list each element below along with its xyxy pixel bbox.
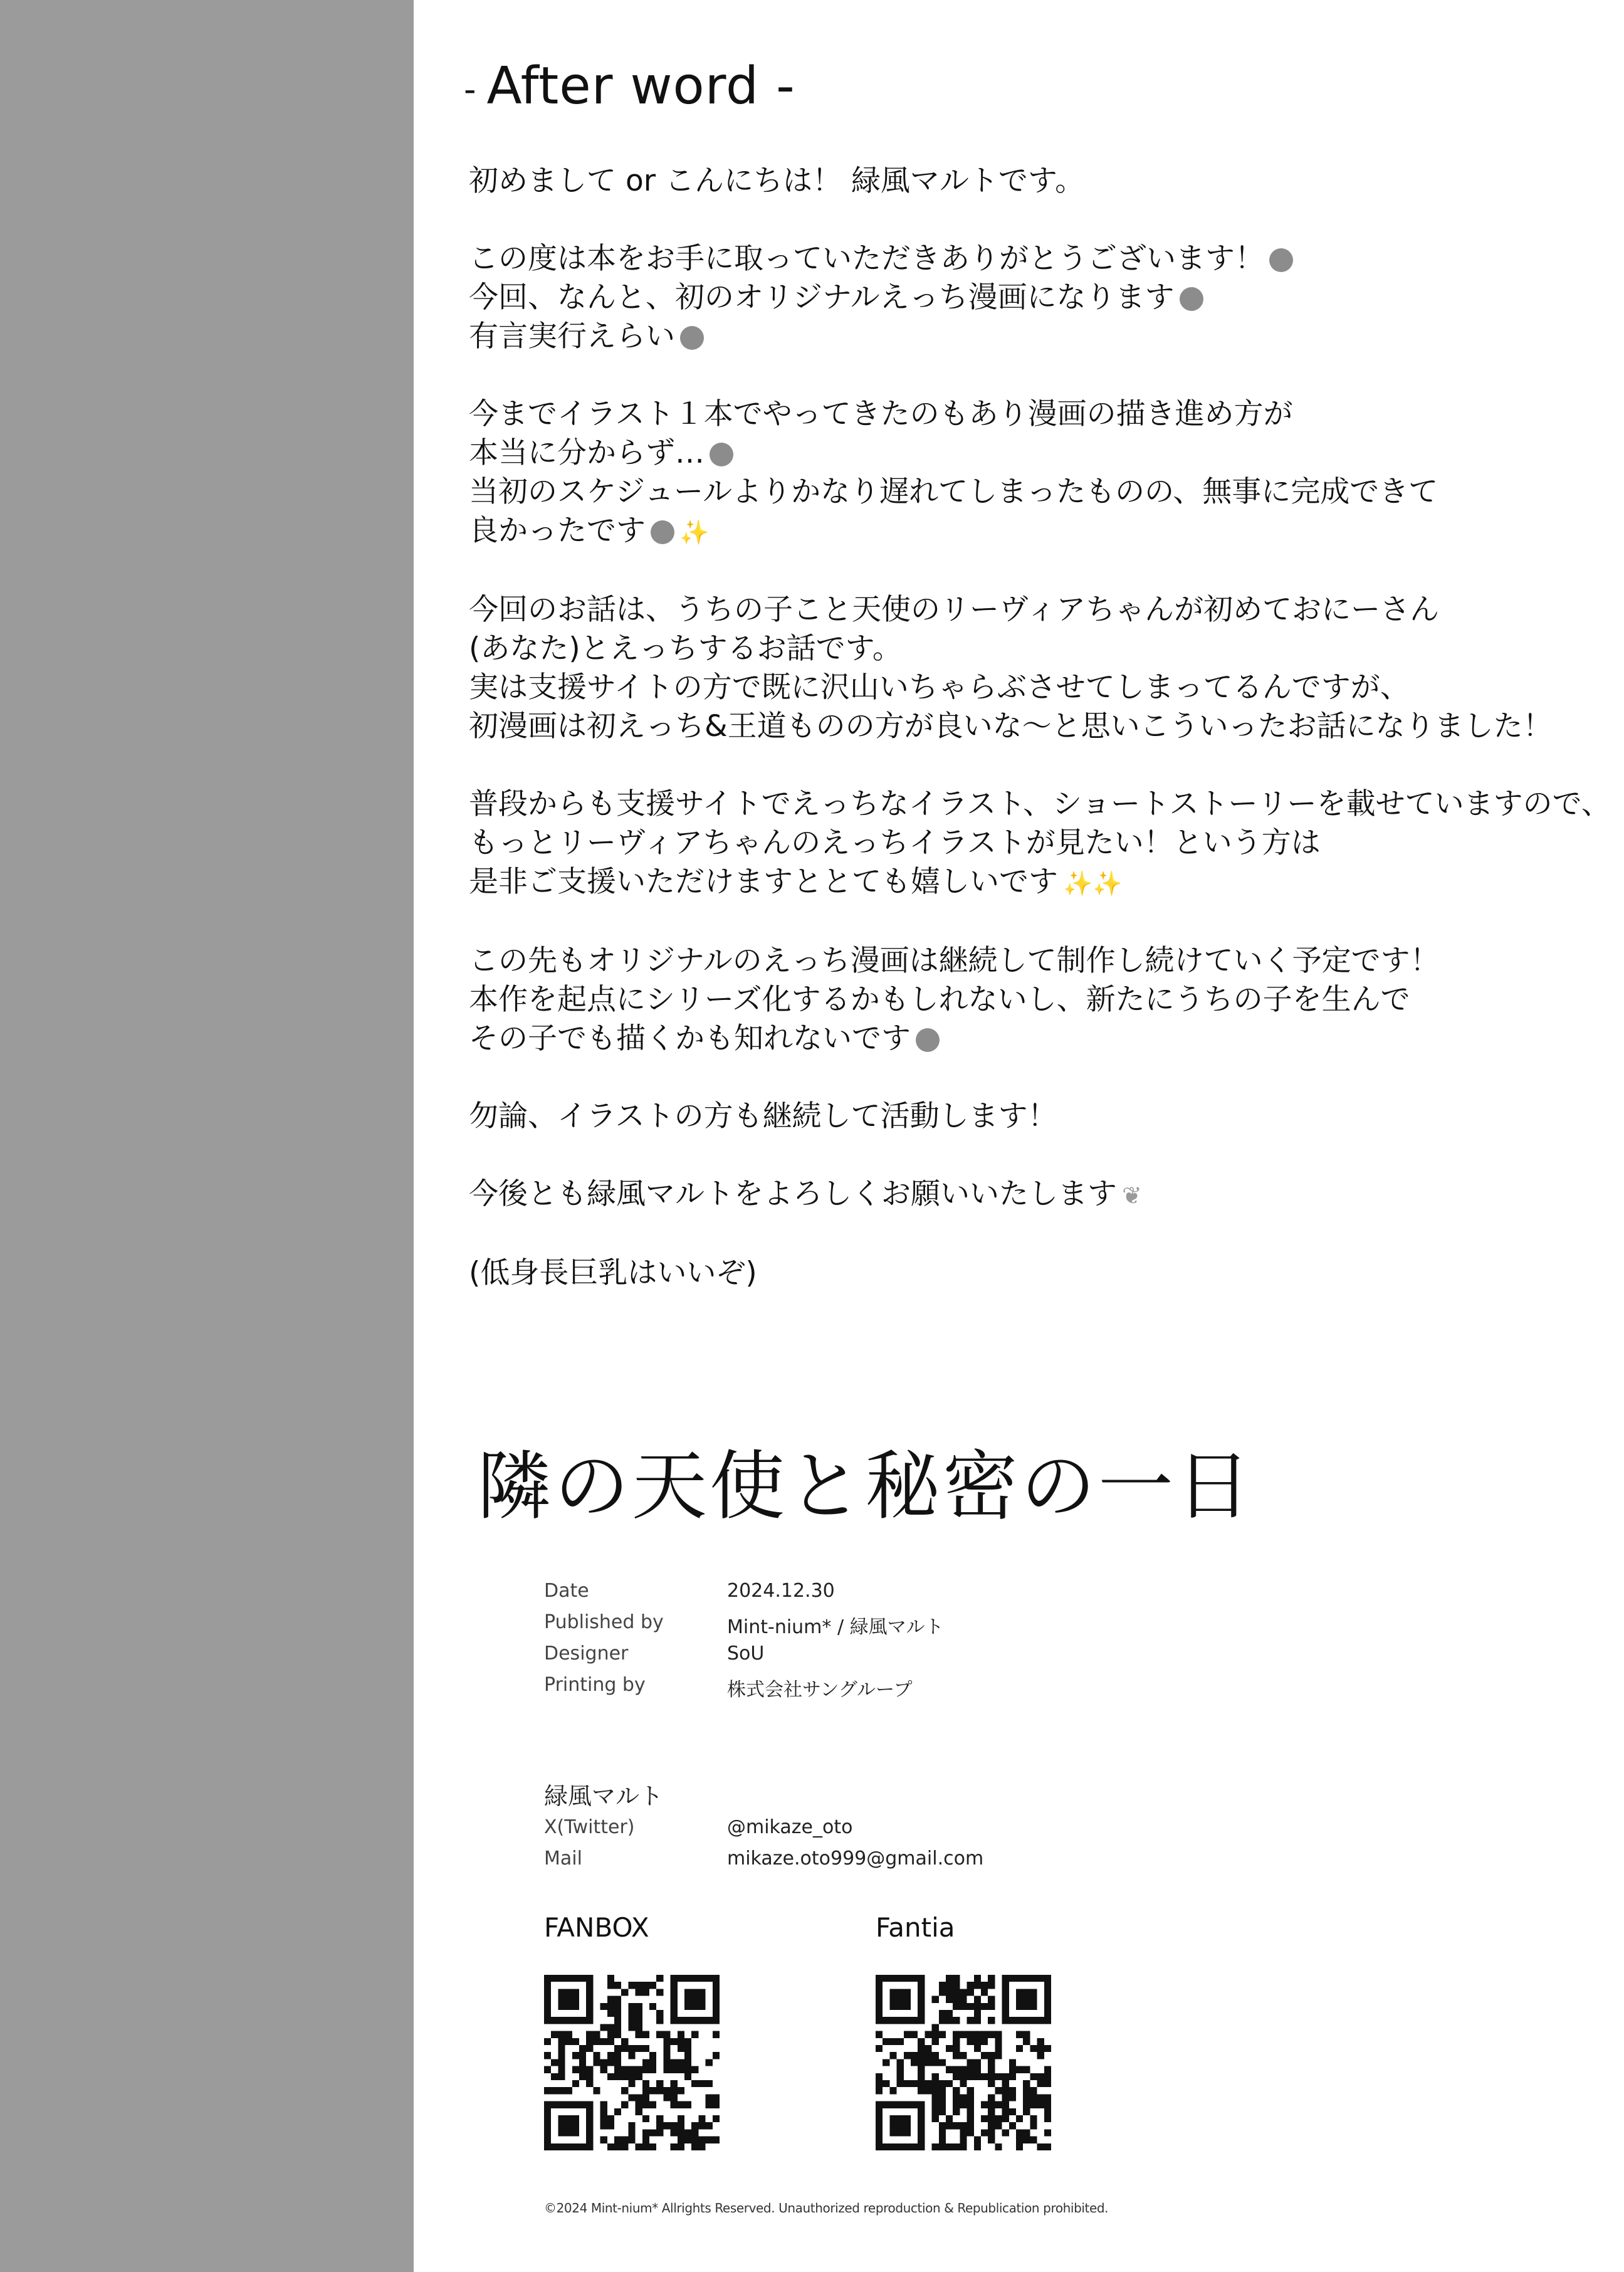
printing-label: Printing by (544, 1674, 646, 1696)
text-line: 今回のお話は、うちの子こと天使のリーヴィアちゃんが初めておにーさん (469, 592, 1440, 627)
mail-label: Mail (544, 1848, 582, 1870)
paragraph (469, 162, 1597, 201)
mail-address[interactable]: mikaze.oto999@gmail.com (727, 1848, 984, 1870)
text-line (469, 239, 1597, 278)
text-line: (低身長巨乳はいいぞ) (469, 1256, 757, 1290)
text-line-content: その子でも描くかも知れないです (469, 1021, 911, 1056)
text-line (469, 434, 1597, 473)
side-bar (0, 0, 414, 2272)
text-line: 初めまして or こんにちは！ 緑風マルトです。 (469, 164, 1085, 198)
sparkles-icon: ✨✨ (1063, 870, 1123, 897)
date-value: 2024.12.30 (727, 1580, 835, 1602)
copyright-notice: ©2024 Mint-nium* Allrights Reserved. Unauthorized reproduction & Republication prohibited. (544, 2201, 1109, 2216)
text-line-content: 是非ご支援いただけますととても嬉しいです (469, 865, 1058, 899)
designer-label: Designer (544, 1643, 629, 1665)
text-line (469, 278, 1597, 317)
artist-name: 緑風マルト (544, 1782, 664, 1810)
paragraph (469, 1175, 1597, 1215)
text-line: 普段からも支援サイトでえっちなイラスト、ショートストーリーを載せていますので、 (469, 787, 1611, 821)
pleading-face-icon (651, 520, 674, 544)
paragraph (469, 239, 1597, 356)
date-label: Date (544, 1580, 589, 1602)
text-line: 今までイラスト１本でやってきたのもあり漫画の描き進め方が (469, 397, 1293, 431)
heading-dash: - (464, 70, 477, 110)
afterword-page (414, 0, 1624, 2272)
paragraph (469, 1097, 1597, 1136)
paragraph (469, 591, 1597, 746)
heading-text: After word - (486, 56, 795, 116)
fanbox-label: FANBOX (544, 1912, 649, 1943)
fanbox-qr-code[interactable] (544, 1975, 720, 2150)
published-label: Published by (544, 1611, 664, 1633)
text-line-content: 本当に分からず… (469, 436, 705, 470)
text-line: 勿論、イラストの方も継続して活動します！ (469, 1099, 1057, 1133)
text-line-content: 有言実行えらい (469, 319, 675, 354)
angel-face-icon (916, 1028, 940, 1052)
text-line-content: 今回、なんと、初のオリジナルえっち漫画になります (469, 280, 1175, 315)
text-line: 実は支援サイトの方で既に沢山いちゃらぶさせてしまってるんですが、 (469, 670, 1410, 705)
text-line: 初漫画は初えっち&王道ものの方が良いな～と思いこういったお話になりました！ (469, 709, 1553, 744)
paragraph (469, 395, 1597, 552)
qr-code-graphic (876, 1975, 1051, 2150)
text-line: 当初のスケジュールよりかなり遅れてしまったものの、無事に完成できて (469, 475, 1438, 509)
peach-icon (1180, 287, 1203, 311)
book-title: 隣の天使と秘密の一日 (476, 1443, 1254, 1530)
screaming-face-icon (710, 443, 733, 466)
printing-value: 株式会社サングループ (727, 1679, 913, 1701)
sparkles-icon: ✨ (679, 518, 710, 546)
text-line-content: 良かったです (469, 513, 646, 548)
text-line: この先もオリジナルのえっち漫画は継続して制作し続けていく予定です！ (469, 944, 1440, 978)
qr-code-graphic (544, 1975, 720, 2150)
text-line (469, 317, 1597, 356)
raised-hands-icon (1269, 248, 1293, 272)
text-line: (あなた)とえっちするお話です。 (469, 631, 902, 666)
text-line (469, 1019, 1597, 1058)
fantia-qr-code[interactable] (876, 1975, 1051, 2150)
twitter-handle[interactable]: @mikaze_oto (727, 1816, 853, 1838)
text-line: 本作を起点にシリーズ化するかもしれないし、新たにうちの子を生んで (469, 982, 1410, 1017)
text-line (469, 863, 1597, 903)
designer-value: SoU (727, 1643, 765, 1665)
paragraph (469, 1254, 1597, 1293)
text-line: もっとリーヴィアちゃんのえっちイラストが見たい！という方は (469, 826, 1321, 860)
afterword-body (469, 162, 1611, 1332)
published-value: Mint-nium* / 緑風マルト (727, 1616, 944, 1638)
twitter-label: X(Twitter) (544, 1816, 635, 1838)
paragraph (469, 785, 1611, 903)
afterword-heading (464, 56, 795, 116)
text-line (469, 512, 1597, 552)
text-line-content: 今後とも緑風マルトをよろしくお願いいたします (469, 1177, 1117, 1211)
ghost-icon (680, 326, 704, 350)
text-line-content: この度は本をお手に取っていただきありがとうございます！ (469, 241, 1264, 276)
paragraph (469, 942, 1597, 1058)
fantia-label: Fantia (876, 1912, 955, 1943)
herb-icon: ❦ (1122, 1182, 1142, 1209)
text-line (469, 1175, 1597, 1215)
